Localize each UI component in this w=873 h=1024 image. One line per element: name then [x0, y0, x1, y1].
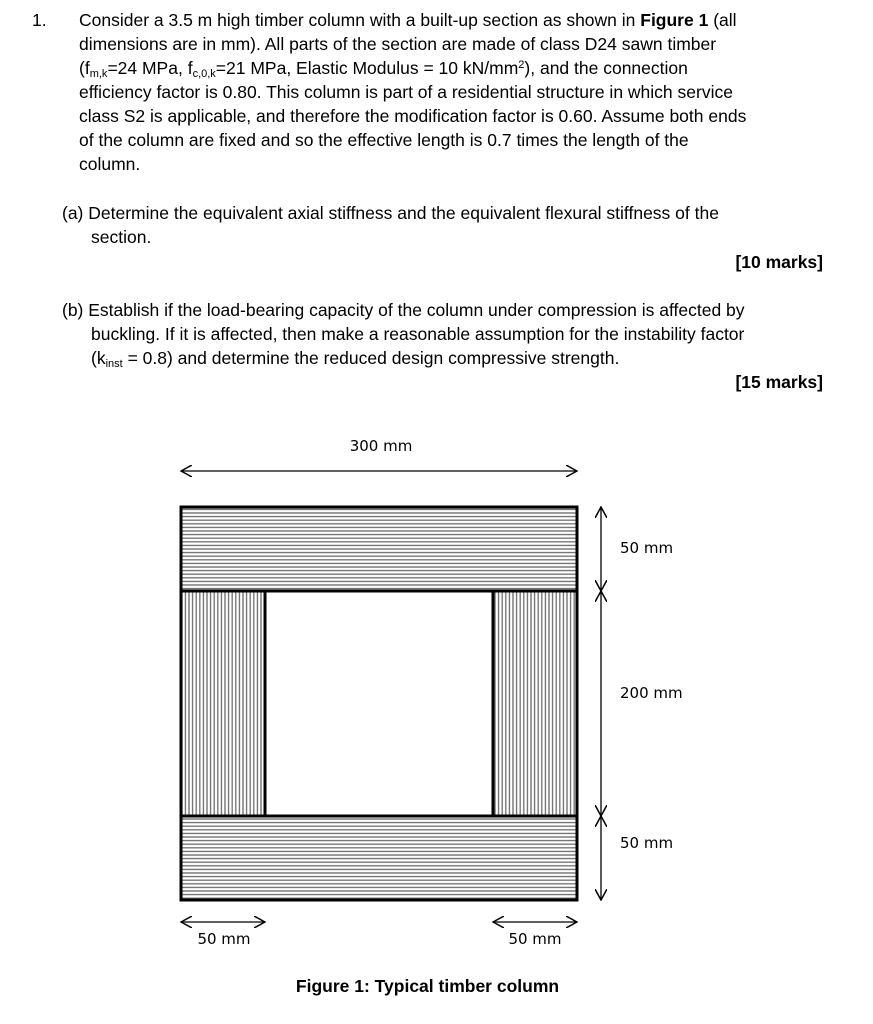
part-b-line-2: buckling. If it is affected, then make a reasonable assumption for the instability factor: [91, 324, 745, 344]
bottom-flange: [181, 816, 577, 900]
part-a-line-2: section.: [91, 227, 152, 247]
part-b-line-1: (b) Establish if the load-bearing capacity of the column under compression is affected by: [62, 300, 745, 320]
part-a-marks: [10 marks]: [735, 252, 823, 272]
part-a-line-1: (a) Determine the equivalent axial stiffness and the equivalent flexural stiffness of the: [62, 203, 719, 223]
question-line-1: Consider a 3.5 m high timber column with a built-up section as shown in Figure 1 (all: [79, 10, 737, 30]
question-line-2: dimensions are in mm). All parts of the section are made of class D24 sawn timber: [79, 34, 717, 54]
left-web: [181, 591, 265, 816]
figure-caption: Figure 1: Typical timber column: [295, 976, 560, 996]
dim-right-web-label: 50 mm: [508, 930, 562, 948]
hollow-core: [265, 591, 493, 816]
dim-top-flange-label: 50 mm: [620, 539, 674, 557]
part-b-marks: [15 marks]: [735, 372, 823, 392]
question-line-7: column.: [79, 154, 141, 174]
dim-left-web-label: 50 mm: [197, 930, 251, 948]
dim-web-height-label: 200 mm: [620, 684, 683, 702]
question-line-5: class S2 is applicable, and therefore the modification factor is 0.60. Assume both ends: [79, 106, 747, 126]
question-number: 1.: [32, 10, 47, 30]
material-properties-line: ($f_{m,k}=24$ MPa, $f_{c,0,k}=21$ MPa, Elastic Modulus = 10 $kN/mm^2$), and the connection: [79, 58, 688, 80]
question-line-4: efficiency factor is 0.80. This column is part of a residential structure in which service: [79, 82, 733, 102]
question-line-6: of the column are fixed and so the effective length is 0.7 times the length of the: [79, 130, 689, 150]
dim-width-label: 300 mm: [349, 437, 413, 455]
right-web: [493, 591, 577, 816]
part-b-line-3: $(k_{inst} = 0.8)$ and determine the reduced design compressive strength.: [91, 348, 620, 370]
top-flange: [181, 507, 577, 591]
dim-bottom-flange-label: 50 mm: [620, 834, 674, 852]
